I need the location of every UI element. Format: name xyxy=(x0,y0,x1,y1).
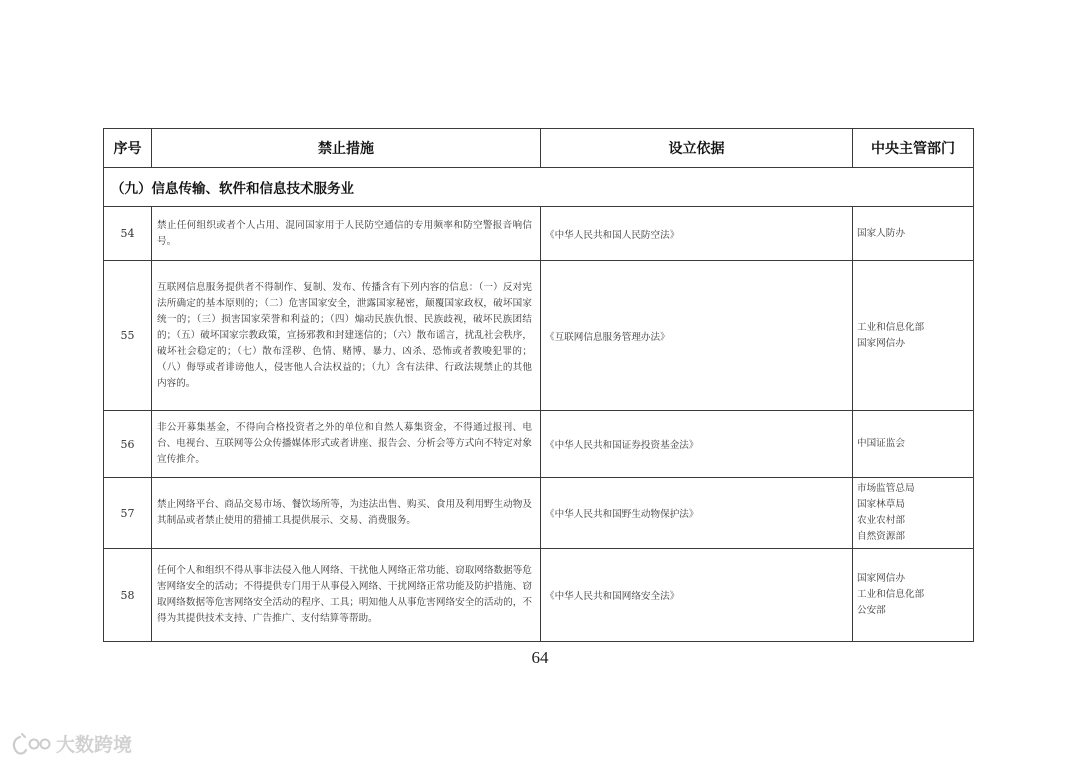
department-name: 农业农村部 xyxy=(857,515,905,526)
row-departments xyxy=(853,207,974,261)
row-basis: 《中华人民共和国人民防空法》 xyxy=(541,207,853,261)
row-basis: 《互联网信息服务管理办法》 xyxy=(541,261,853,411)
header-department: 中央主管部门 xyxy=(853,129,974,168)
row-measure: 互联网信息服务提供者不得制作、复制、发布、传播含有下列内容的信息：（一）反对宪法所确定的基本原则的；（二）危害国家安全，泄露国家秘密，颠覆国家政权，破坏国家统一的；（三）损害国家荣誉和利益的；（四）煽动民族仇恨、民族歧视，破坏民族团结的；（五）破坏国家宗教政策，宣扬邪教和封建迷信的；（六）散布谣言，扰乱社会秩序，破坏社会稳定的；（七）散布淫秽、色情、赌博、暴力、凶杀、恐怖或者教唆犯罪的；（八）侮辱或者诽谤他人，侵害他人合法权益的；（九）含有法律、行政法规禁止的其他内容的。 xyxy=(152,261,541,411)
table-row xyxy=(104,478,974,549)
section-title: （九）信息传输、软件和信息技术服务业 xyxy=(104,168,974,207)
watermark-text: 大数跨境 xyxy=(56,734,133,756)
department-name: 中国证监会 xyxy=(857,438,905,449)
header-seq: 序号 xyxy=(104,129,152,168)
department-name: 工业和信息化部 xyxy=(857,321,925,333)
table-row xyxy=(104,261,974,411)
department-name: 国家人防办 xyxy=(857,227,905,239)
row-number: 56 xyxy=(104,411,152,478)
header-basis: 设立依据 xyxy=(541,129,853,168)
row-departments xyxy=(853,478,974,549)
row-basis: 《中华人民共和国野生动物保护法》 xyxy=(541,478,853,549)
row-number: 58 xyxy=(104,549,152,642)
watermark xyxy=(10,730,132,757)
header-measure: 禁止措施 xyxy=(152,129,541,168)
row-number: 57 xyxy=(104,478,152,549)
table-row xyxy=(104,411,974,478)
department-name: 国家网信办 xyxy=(857,573,905,584)
row-measure: 禁止网络平台、商品交易市场、餐饮场所等，为违法出售、购买、食用及利用野生动物及其制品或者禁止使用的猎捕工具提供展示、交易、消费服务。 xyxy=(152,478,541,549)
department-name: 公安部 xyxy=(857,605,886,616)
watermark-logo-icon xyxy=(10,731,52,757)
row-number: 55 xyxy=(104,261,152,411)
row-basis: 《中华人民共和国证券投资基金法》 xyxy=(541,411,853,478)
header-row xyxy=(104,129,974,168)
department-name: 自然资源部 xyxy=(857,531,905,542)
department-name: 工业和信息化部 xyxy=(857,589,925,600)
section-row xyxy=(104,168,974,207)
department-name: 国家网信办 xyxy=(857,337,905,349)
row-number: 54 xyxy=(104,207,152,261)
department-name: 市场监管总局 xyxy=(857,483,915,494)
row-departments xyxy=(853,411,974,478)
row-departments xyxy=(853,261,974,411)
measures-table xyxy=(103,128,974,642)
table-row xyxy=(104,207,974,261)
table-row xyxy=(104,549,974,642)
row-basis: 《中华人民共和国网络安全法》 xyxy=(541,549,853,642)
department-name: 国家林草局 xyxy=(857,499,905,510)
page-number: 64 xyxy=(531,648,549,667)
row-measure: 禁止任何组织或者个人占用、混同国家用于人民防空通信的专用频率和防空警报音响信号。 xyxy=(152,207,541,261)
row-measure: 非公开募集基金，不得向合格投资者之外的单位和自然人募集资金，不得通过报刊、电台、电视台、互联网等公众传播媒体形式或者讲座、报告会、分析会等方式向不特定对象宣传推介。 xyxy=(152,411,541,478)
row-departments xyxy=(853,549,974,642)
row-measure: 任何个人和组织不得从事非法侵入他人网络、干扰他人网络正常功能、窃取网络数据等危害网络安全的活动；不得提供专门用于从事侵入网络、干扰网络正常功能及防护措施、窃取网络数据等危害网络安全活动的程序、工具；明知他人从事危害网络安全的活动的，不得为其提供技术支持、广告推广、支付结算等帮助。 xyxy=(152,549,541,642)
